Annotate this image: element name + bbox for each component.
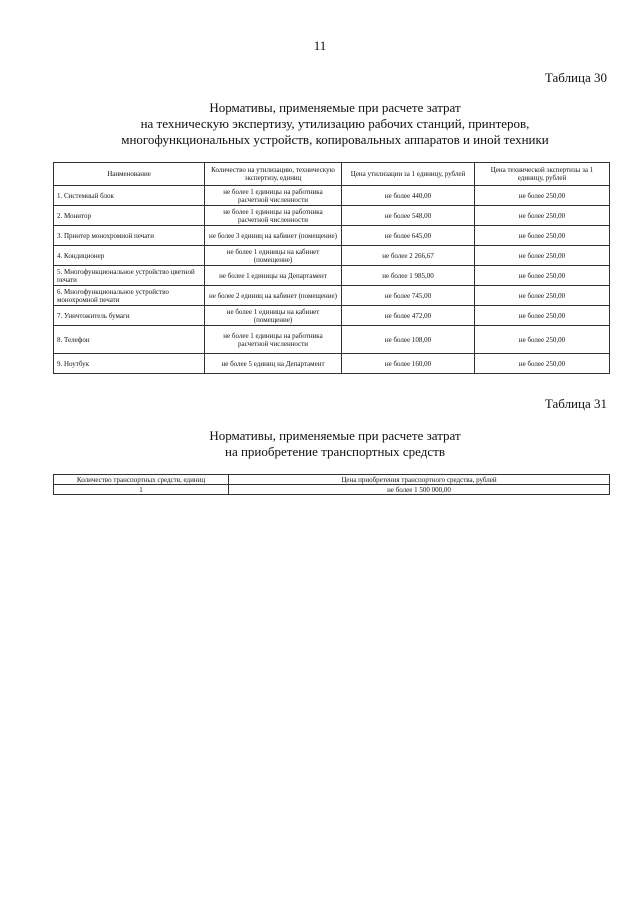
expertise-price-cell: не более 250,00 — [475, 266, 610, 286]
disposal-price-cell: не более 440,00 — [342, 186, 475, 206]
quantity-cell: не более 1 единицы на кабинет (помещение) — [205, 246, 342, 266]
disposal-price-cell: не более 745,00 — [342, 286, 475, 306]
table-row — [54, 354, 610, 374]
header-name: Наименование — [54, 163, 205, 186]
table-header-row — [54, 163, 610, 186]
quantity-cell: не более 1 единицы на кабинет (помещение) — [205, 306, 342, 326]
disposal-price-cell: не более 108,00 — [342, 326, 475, 354]
table-row — [54, 286, 610, 306]
disposal-price-cell: не более 645,00 — [342, 226, 475, 246]
item-name-cell: 6. Многофункциональное устройство монохромной печати — [54, 286, 205, 306]
header-disposal-price: Цена утилизации за 1 единицу, рублей — [342, 163, 475, 186]
expertise-price-cell: не более 250,00 — [475, 326, 610, 354]
table-row — [54, 326, 610, 354]
expertise-price-cell: не более 250,00 — [475, 186, 610, 206]
expertise-price-cell: не более 250,00 — [475, 286, 610, 306]
disposal-price-cell: не более 160,00 — [342, 354, 475, 374]
table31-title-line: на приобретение транспортных средств — [225, 444, 445, 459]
expertise-price-cell: не более 250,00 — [475, 226, 610, 246]
item-name-cell: 8. Телефон — [54, 326, 205, 354]
quantity-cell: не более 5 единиц на Департамент — [205, 354, 342, 374]
table31-label: Таблица 31 — [544, 396, 607, 411]
table-row — [54, 306, 610, 326]
table-row — [54, 266, 610, 286]
table31-title-line: Нормативы, применяемые при расчете затрат — [209, 428, 461, 443]
expertise-price-cell: не более 250,00 — [475, 306, 610, 326]
table-row — [54, 226, 610, 246]
vehicle-quantity-cell: 1 — [54, 485, 229, 495]
quantity-cell: не более 1 единицы на Департамент — [205, 266, 342, 286]
vehicle-purchase-table — [53, 474, 610, 495]
table-row — [54, 206, 610, 226]
disposal-price-cell: не более 548,00 — [342, 206, 475, 226]
item-name-cell: 5. Многофункциональное устройство цветной печати — [54, 266, 205, 286]
header-quantity: Количество на утилизацию, техническую экспертизу, единиц — [205, 163, 342, 186]
expertise-price-cell: не более 250,00 — [475, 206, 610, 226]
table-row — [54, 246, 610, 266]
quantity-cell: не более 3 единиц на кабинет (помещение) — [205, 226, 342, 246]
table30-title-line: на техническую экспертизу, утилизацию рабочих станций, принтеров, — [140, 116, 530, 131]
header-vehicle-quantity: Количество транспортных средств, единиц — [54, 475, 229, 485]
table-row — [54, 186, 610, 206]
table-header-row — [54, 475, 610, 485]
table-row — [54, 485, 610, 495]
disposal-price-cell: не более 472,00 — [342, 306, 475, 326]
table31-title — [40, 428, 630, 460]
disposal-price-cell: не более 2 266,67 — [342, 246, 475, 266]
item-name-cell: 1. Системный блок — [54, 186, 205, 206]
vehicle-price-cell: не более 1 500 000,00 — [229, 485, 610, 495]
disposal-expertise-table — [53, 162, 610, 374]
page-number: 11 — [313, 38, 327, 53]
table30-body — [54, 186, 610, 374]
header-vehicle-price: Цена приобретения транспортного средства, рублей — [229, 475, 610, 485]
item-name-cell: 9. Ноутбук — [54, 354, 205, 374]
item-name-cell: 3. Принтер монохромной печати — [54, 226, 205, 246]
header-expertise-price: Цена технической экспертизы за 1 единицу, рублей — [475, 163, 610, 186]
table31-body — [54, 485, 610, 495]
quantity-cell: не более 1 единицы на работника расчетной численности — [205, 186, 342, 206]
expertise-price-cell: не более 250,00 — [475, 246, 610, 266]
disposal-price-cell: не более 1 985,00 — [342, 266, 475, 286]
item-name-cell: 2. Монитор — [54, 206, 205, 226]
table30-title — [40, 100, 630, 148]
table30-title-line: многофункциональных устройств, копировальных аппаратов и иной техники — [121, 132, 549, 147]
quantity-cell: не более 1 единицы на работника расчетной численности — [205, 326, 342, 354]
expertise-price-cell: не более 250,00 — [475, 354, 610, 374]
item-name-cell: 4. Кондиционер — [54, 246, 205, 266]
item-name-cell: 7. Уничтожитель бумаги — [54, 306, 205, 326]
table30-label: Таблица 30 — [544, 70, 607, 85]
table30-title-line: Нормативы, применяемые при расчете затрат — [209, 100, 461, 115]
quantity-cell: не более 2 единиц на кабинет (помещение) — [205, 286, 342, 306]
quantity-cell: не более 1 единицы на работника расчетной численности — [205, 206, 342, 226]
